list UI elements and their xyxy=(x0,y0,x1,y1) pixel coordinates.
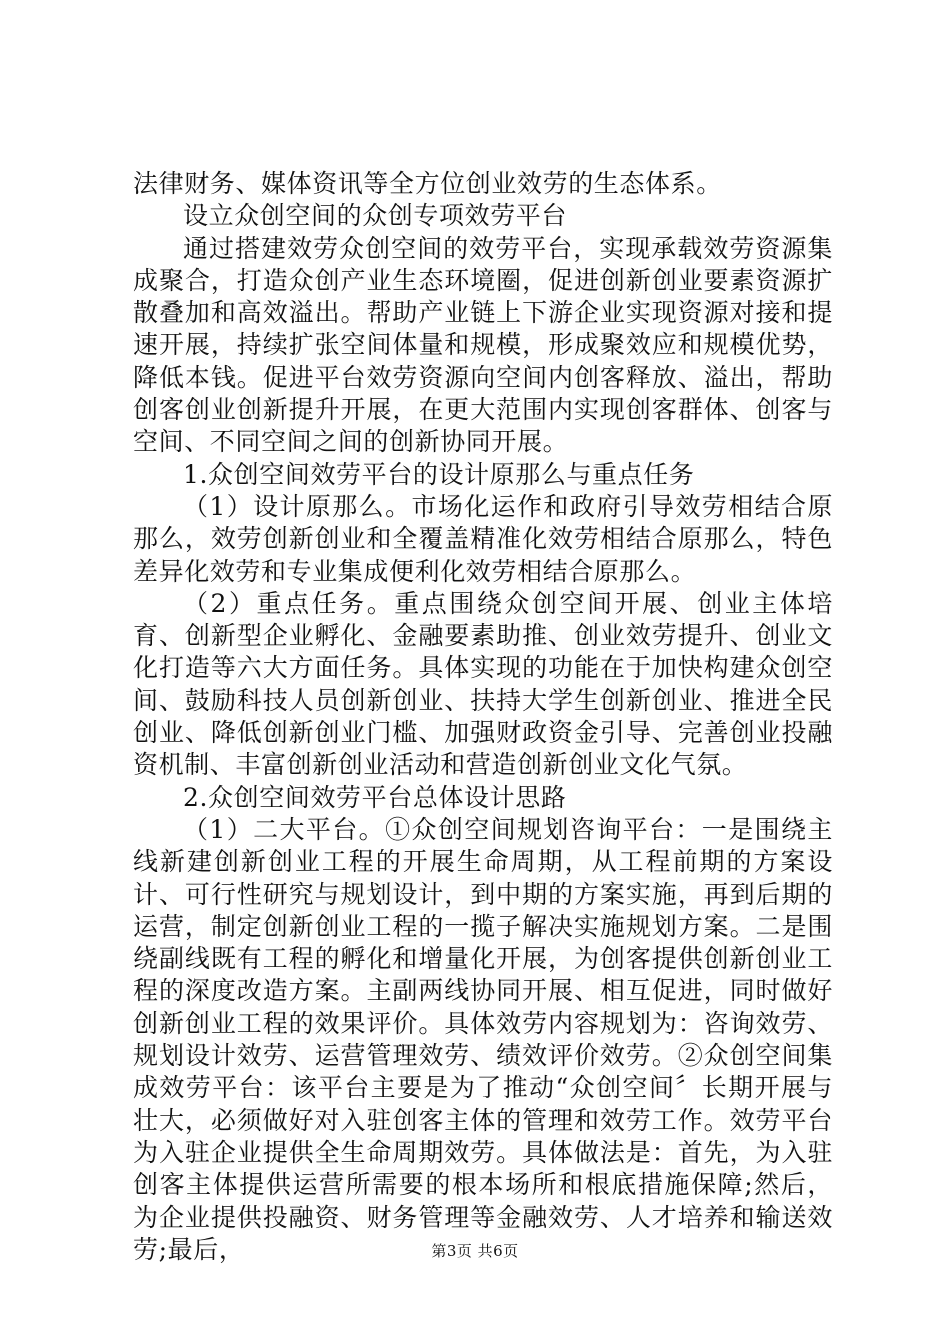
subsection-heading: 2.众创空间效劳平台总体设计思路 xyxy=(183,782,567,812)
page-number: 第3页 共6页 xyxy=(431,1242,519,1260)
section-heading: 设立众创空间的众创专项效劳平台 xyxy=(183,201,568,231)
paragraph: （1）二大平台。①众创空间规划咨询平台：一是围绕主线新建创新创业工程的开展生命周期，从工程前期的方案设计、可行性研究与规划设计，到中期的方案实施，再到后期的运营，制定创新创业工程的一揽子解决实施规划方案。二是围绕副线既有工程的孵化和增量化开展，为创客提供创新创业工程的深度改造方案。主副两线协同开展、相互促进，同时做好创新创业工程的效果评价。具体效劳内容规划为：咨询效劳、规划设计效劳、运营管理效劳、绩效评价效劳。②众创空间集成效劳平台：该平台主要是为了推动“众创空间〞长期开展与壮大，必须做好对入驻创客主体的管理和效劳工作。效劳平台为入驻企业提供全生命周期效劳。具体做法是：首先，为入驻创客主体提供运营所需要的根本场所和根底措施保障;然后，为企业提供投融资、财务管理等金融效劳、人才培养和输送效劳;最后， xyxy=(133,814,833,1264)
subsection-heading: 1.众创空间效劳平台的设计原那么与重点任务 xyxy=(183,459,695,489)
paragraph: （1）设计原那么。市场化运作和政府引导效劳相结合原那么，效劳创新创业和全覆盖精准化效劳相结合原那么，特色差异化效劳和专业集成便利化效劳相结合原那么。 xyxy=(133,491,833,586)
paragraph: （2）重点任务。重点围绕众创空间开展、创业主体培育、创新型企业孵化、金融要素助推、创业效劳提升、创业文化打造等六大方面任务。具体实现的功能在于加快构建众创空间、鼓励科技人员创新创业、扶持大学生创新创业、推进全民创业、降低创新创业门槛、加强财政资金引导、完善创业投融资机制、丰富创新创业活动和营造创新创业文化气氛。 xyxy=(133,588,833,780)
paragraph-continuation: 法律财务、媒体资讯等全方位创业效劳的生态体系。 xyxy=(133,169,722,198)
document-body xyxy=(133,168,833,1266)
paragraph: 通过搭建效劳众创空间的效劳平台，实现承载效劳资源集成聚合，打造众创产业生态环境圈，促进创新创业要素资源扩散叠加和高效溢出。帮助产业链上下游企业实现资源对接和提速开展，持续扩张空间体量和规模，形成聚效应和规模优势，降低本钱。促进平台效劳资源向空间内创客释放、溢出，帮助创客创业创新提升开展，在更大范围内实现创客群体、创客与空间、不同空间之间的创新协同开展。 xyxy=(133,233,833,457)
